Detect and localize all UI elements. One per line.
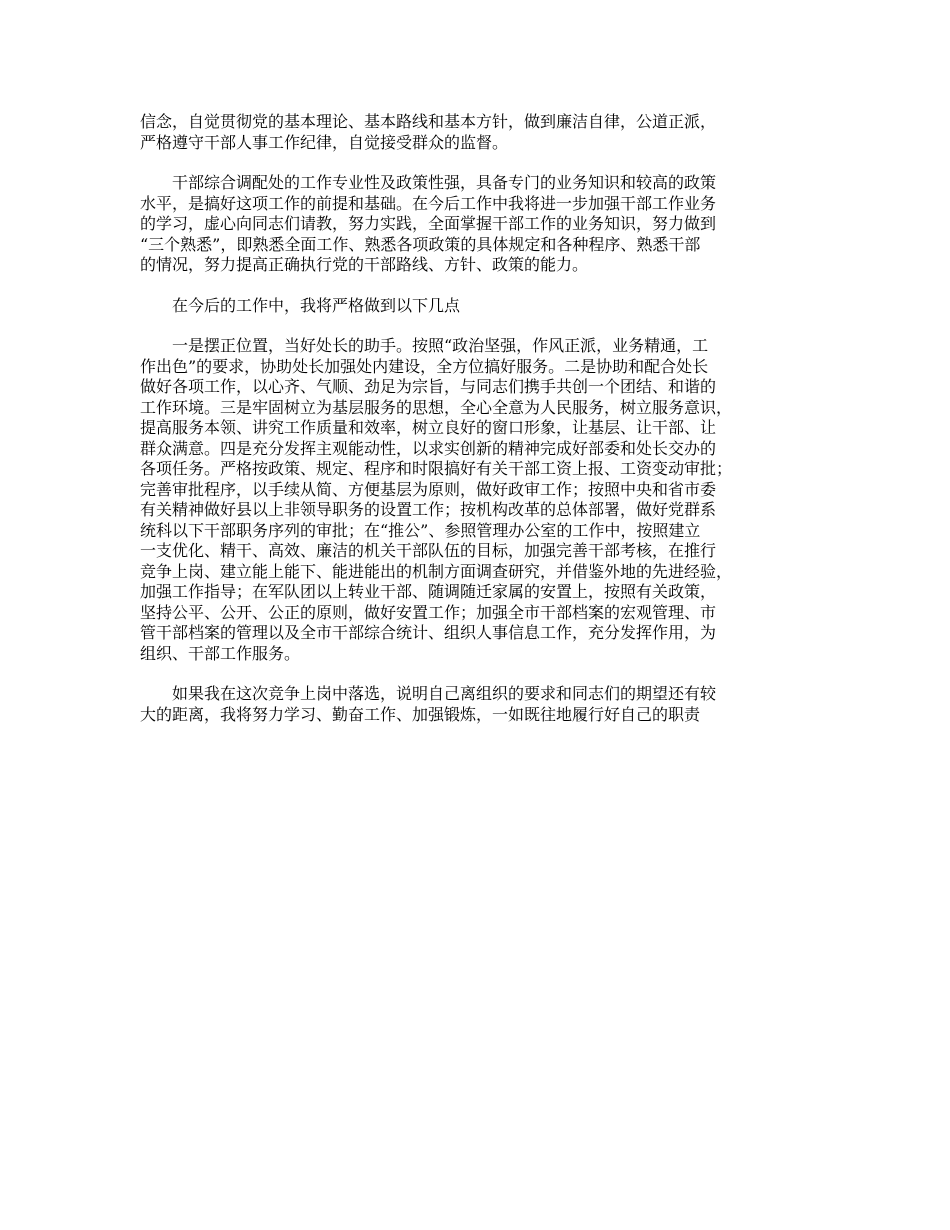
text-line: “三个熟悉”，即熟悉全面工作、熟悉各项政策的具体规定和各种程序、熟悉干部 xyxy=(140,234,701,254)
paragraph-if-not-selected xyxy=(140,684,808,725)
paragraph-continuation xyxy=(140,112,808,153)
paragraph-future-points xyxy=(140,296,808,317)
text-line: 的学习，虚心向同志们请教，努力实践，全面掌握干部工作的业务知识，努力做到 xyxy=(140,214,717,233)
text-line: 工作环境。三是牢固树立为基层服务的思想，全心全意为人民服务，树立服务意识， xyxy=(140,397,733,417)
text-line: 组织、干部工作服务。 xyxy=(140,643,301,663)
text-line: 一支优化、精干、高效、廉洁的机关干部队伍的目标，加强完善干部考核，在推行 xyxy=(140,541,717,560)
text-line: 提高服务本领、讲究工作质量和效率，树立良好的窗口形象，让基层、让干部、让 xyxy=(140,418,717,437)
text-line: 严格遵守干部人事工作纪律，自觉接受群众的监督。 xyxy=(140,132,509,152)
text-line: 在今后的工作中，我将严格做到以下几点 xyxy=(172,295,461,315)
paragraph-duties xyxy=(140,336,808,664)
text-line: 有关精神做好县以上非领导职务的设置工作；按机构改革的总体部署，做好党群系 xyxy=(140,500,717,519)
text-line: 竞争上岗、建立能上能下、能进能出的机制方面调查研究，并借鉴外地的先进经验， xyxy=(140,561,733,581)
text-line: 统科以下干部职务序列的审批；在“推公”、参照管理办公室的工作中，按照建立 xyxy=(140,520,701,540)
text-line: 大的距离，我将努力学习、勤奋工作、加强锻炼，一如既往地履行好自己的职责 xyxy=(140,704,701,724)
text-line: 各项任务。严格按政策、规定、程序和时限搞好有关干部工资上报、工资变动审批； xyxy=(140,459,733,478)
text-line: 信念，自觉贯彻党的基本理论、基本路线和基本方针，做到廉洁自律，公道正派， xyxy=(140,112,717,131)
text-line: 加强工作指导；在军队团以上转业干部、随调随迁家属的安置上，按照有关政策， xyxy=(140,582,717,601)
text-line: 如果我在这次竞争上岗中落选，说明自己离组织的要求和同志们的期望还有较 xyxy=(172,684,717,703)
document-page xyxy=(140,112,808,745)
text-line: 干部综合调配处的工作专业性及政策性强，具备专门的业务知识和较高的政策 xyxy=(172,173,717,192)
text-line: 的情况，努力提高正确执行党的干部路线、方针、政策的能力。 xyxy=(140,255,589,274)
text-line: 完善审批程序，以手续从简、方便基层为原则，做好政审工作；按照中央和省市委 xyxy=(140,479,717,499)
text-line: 一是摆正位置，当好处长的助手。按照“政治坚强，作风正派，业务精通，工 xyxy=(172,336,709,355)
text-line: 做好各项工作，以心齐、气顺、劲足为宗旨，与同志们携手共创一个团结、和谐的 xyxy=(140,377,717,396)
text-line: 坚持公平、公开、公正的原则，做好安置工作；加强全市干部档案的宏观管理、市 xyxy=(140,602,717,622)
text-line: 群众满意。四是充分发挥主观能动性，以求实创新的精神完成好部委和处长交办的 xyxy=(140,438,717,458)
text-line: 水平，是搞好这项工作的前提和基础。在今后工作中我将进一步加强干部工作业务 xyxy=(140,193,717,213)
paragraph-professional-study xyxy=(140,173,808,276)
text-line: 作出色”的要求，协助处长加强处内建设，全方位搞好服务。二是协助和配合处长 xyxy=(140,356,709,376)
text-line: 管干部档案的管理以及全市干部综合统计、组织人事信息工作，充分发挥作用，为 xyxy=(140,623,717,642)
